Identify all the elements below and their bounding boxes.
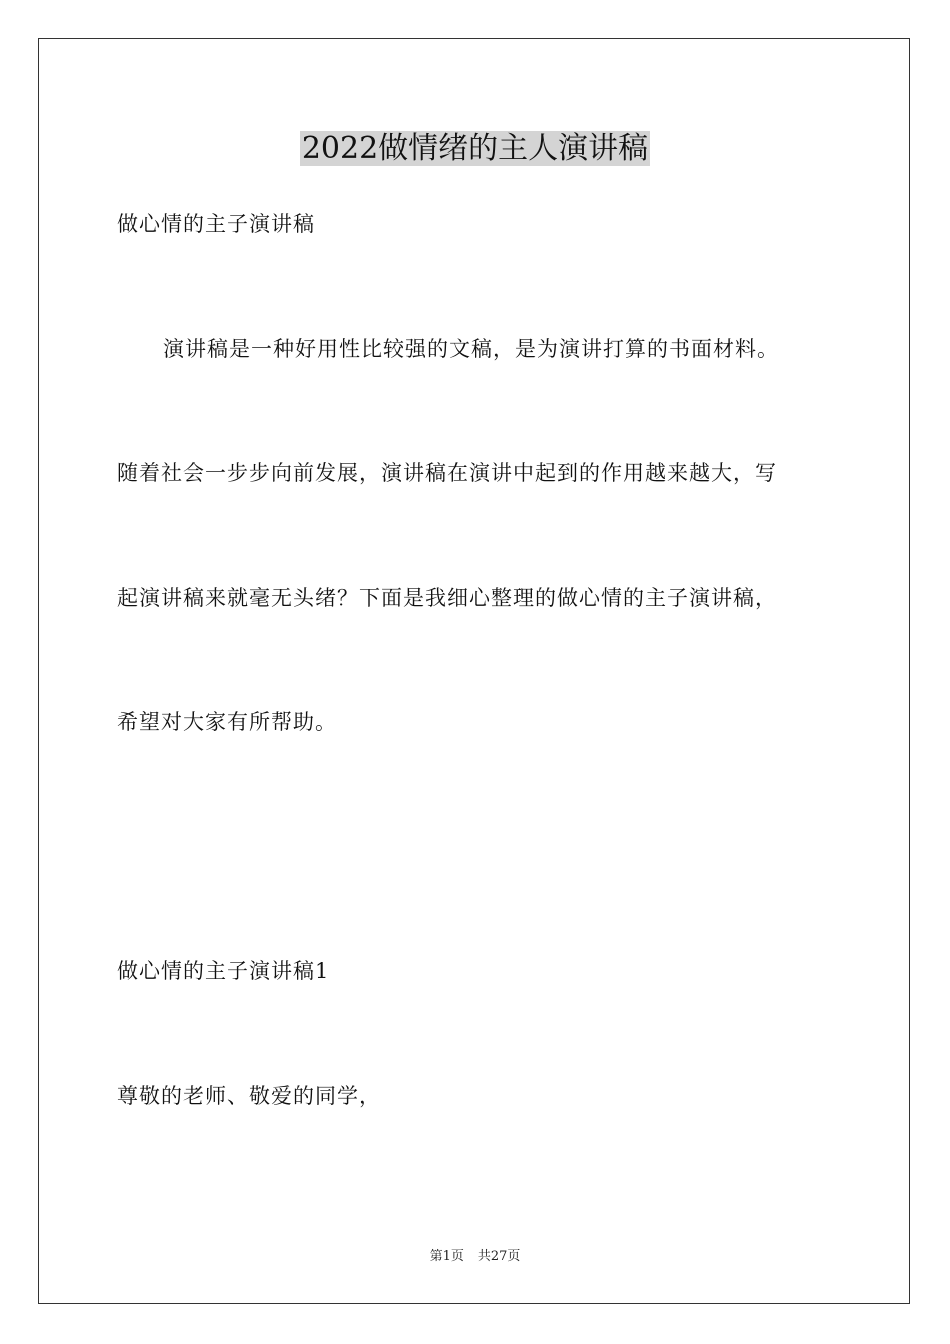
section-heading: 做心情的主子演讲稿1 — [117, 959, 330, 983]
document-title-text: 2022做情绪的主人演讲稿 — [301, 131, 649, 166]
salutation-line: 尊敬的老师、敬爱的同学， — [117, 1084, 381, 1108]
document-title — [0, 127, 950, 171]
subtitle-line: 做心情的主子演讲稿 — [117, 212, 315, 236]
paragraph-line: 起演讲稿来就毫无头绪？下面是我细心整理的做心情的主子演讲稿， — [117, 586, 777, 610]
paragraph-line: 演讲稿是一种好用性比较强的文稿，是为演讲打算的书面材料。 — [163, 337, 779, 361]
paragraph-line: 希望对大家有所帮助。 — [117, 710, 337, 734]
page-footer — [0, 1248, 950, 1266]
paragraph-line: 随着社会一步步向前发展，演讲稿在演讲中起到的作用越来越大，写 — [117, 461, 777, 485]
page-number: 第1页 — [429, 1249, 464, 1264]
page-total: 共27页 — [477, 1249, 521, 1264]
